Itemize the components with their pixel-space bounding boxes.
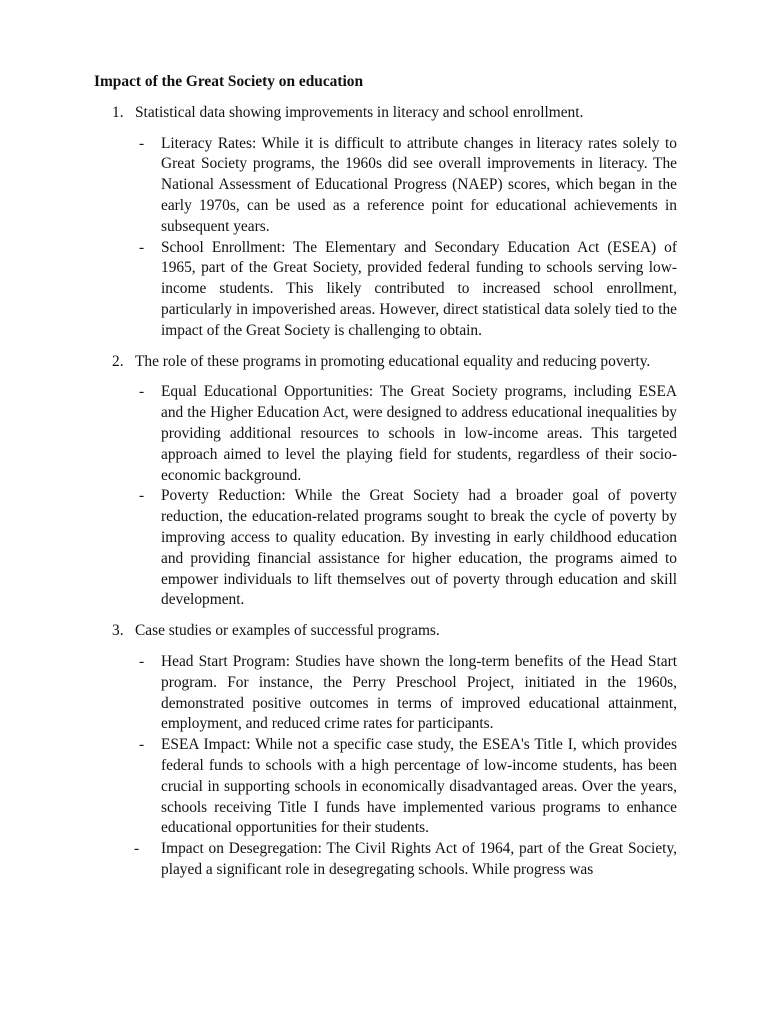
bullet-list [94,382,677,611]
bullet-marker: - [139,736,145,754]
section-number: 2. [112,352,124,370]
section-heading [94,103,677,124]
list-item-text: Literacy Rates: While it is difficult to attribute changes in literacy rates solely to Great Society programs, the 1960s did see overall improvements in literacy. The National Assessment of Educational Progress (NAEP) scores, which began in the early 1970s, can be used as a reference point for educational achievements in subsequent years. [161,134,677,235]
list-item-text: ESEA Impact: While not a specific case study, the ESEA's Title I, which provides federal funds to schools with a high percentage of low-income students, has been crucial in supporting schools in economically disadvantaged areas. Over the years, schools receiving Title I funds have implemented various programs to enhance educational opportunities for their students. [161,736,677,837]
list-item-text: Equal Educational Opportunities: The Great Society programs, including ESEA and the Higher Education Act, were designed to address educational inequalities by providing additional resources to schools in low-income areas. This targeted approach aimed to level the playing field for students, regardless of their socio-economic background. [161,383,677,484]
bullet-marker: - [139,134,145,152]
section-number: 1. [112,103,124,121]
list-item [94,382,677,486]
section-3 [94,621,677,881]
list-item [94,839,677,881]
section-heading-text: The role of these programs in promoting educational equality and reducing poverty. [135,352,651,370]
list-item [94,735,677,839]
list-item-text: School Enrollment: The Elementary and Secondary Education Act (ESEA) of 1965, part of the Great Society, provided federal funding to schools serving low-income students. This likely contributed to increased school enrollment, particularly in impoverished areas. However, direct statistical data solely tied to the impact of the Great Society is challenging to obtain. [161,238,677,339]
bullet-marker: - [139,487,145,505]
list-item [94,486,677,611]
bullet-marker: - [139,652,145,670]
bullet-marker: - [134,840,140,858]
section-1 [94,103,677,342]
section-heading-text: Statistical data showing improvements in literacy and school enrollment. [135,103,584,121]
bullet-list [94,134,677,342]
list-item-text: Head Start Program: Studies have shown the long-term benefits of the Head Start program. For instance, the Perry Preschool Project, initiated in the 1960s, demonstrated positive outcomes in terms of improved educational attainment, employment, and reduced crime rates for participants. [161,652,677,733]
bullet-list [94,652,677,881]
list-item-text: Poverty Reduction: While the Great Society had a broader goal of poverty reduction, the education-related programs sought to break the cycle of poverty by improving access to quality education. By investing in early childhood education and providing financial assistance for higher education, the programs aimed to empower individuals to lift themselves out of poverty through education and skill development. [161,487,677,609]
section-heading [94,352,677,373]
list-item [94,134,677,238]
list-item [94,238,677,342]
bullet-marker: - [139,383,145,401]
document-page [94,72,677,891]
list-item [94,652,677,735]
document-title: Impact of the Great Society on education [94,73,364,90]
section-2 [94,352,677,612]
bullet-marker: - [139,238,145,256]
section-number: 3. [112,622,124,640]
section-heading-text: Case studies or examples of successful programs. [135,622,440,640]
list-item-text: Impact on Desegregation: The Civil Rights Act of 1964, part of the Great Society, played a significant role in desegregating schools. While progress was [161,840,677,878]
section-heading [94,621,677,642]
